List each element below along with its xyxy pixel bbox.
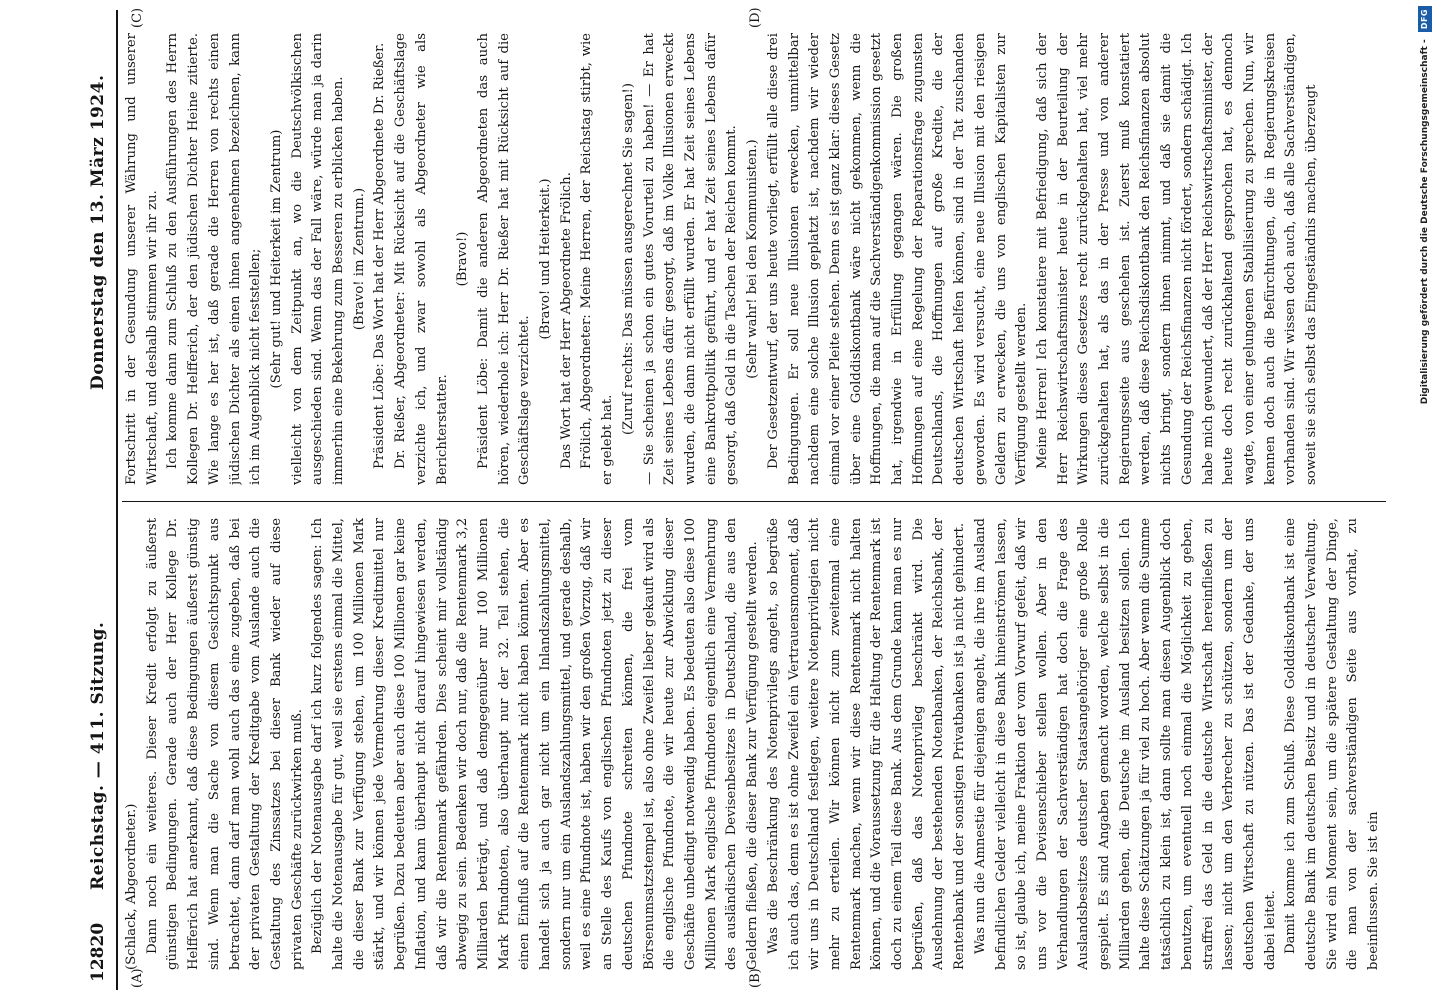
left-column [122,518,1384,970]
margin-marker-b: (B) [748,968,763,988]
interjection: (Sehr gut! und Heiterkeit im Zentrum) [268,129,284,389]
margin-marker-d: (D) [748,7,763,28]
paragraph: Dr. Rießer, Abgeordneter: Mit Rücksicht auf die Geschäftslage verzichte ich, und zwar sowohl als Abgeordneter wie als Berichterstatter. [393,33,450,485]
column-divider [122,501,1386,502]
paragraph: Ich komme dann zum Schluß zu den Ausführungen des Herrn Kollegen Dr. Helfferich, der den jüdischen Dichter Heine zitierte. Wie lange es her ist, daß gerade die Herren von rechts einen jüdischen Dichter als einen ihnen angenehmen bezeichnen, kann ich im Augenblick nicht feststellen; [165,33,264,485]
president-statement: Präsident Löbe: Das Wort hat der Herr Abgeordnete Dr. Rießer. [372,42,388,469]
interjection: (Bravo!) [455,231,471,287]
interjection: (Bravo! und Heiterkeit.) [538,178,554,340]
interjection: (Bravo! im Zentrum.) [351,187,367,331]
section-title: Reichstag. — 411. Sitzung. [88,621,108,890]
margin-marker-a: (A) [130,968,145,988]
speaker-note: (Schlack, Abgeordneter.) [124,803,139,970]
session-date: Donnerstag den 13. März 1924. [88,74,108,390]
paragraph: Damit komme ich zum Schluß. Diese Golddiskontbank ist eine deutsche Bank im deutschen Besitz und in deutscher Verwaltung. Sie wird ein Moment sein, um die spätere Gestaltung der Dinge, die man von der sachverständigen Seite aus vorhat, zu beeinflussen. Sie ist ein [1283,518,1382,970]
paragraph: Dann noch ein weiteres. Dieser Kredit erfolgt zu äußerst günstigen Bedingungen. Gerade auch der Herr Kollege Dr. Helfferich hat anerkannt, daß diese Bedingungen äußerst günstig sind. Wenn man die Sache von diesem Gesichtspunkt aus betrachtet, dann darf man wohl auch das eine zugeben, daß bei der privaten Gestaltung der Kreditgabe vom Auslande auch die Gestaltung des Zinssatzes bei dieser Bank wieder auf diese privaten Geschäfte zurückwirken muß. [144,518,305,970]
paragraph: Der Gesetzentwurf, der uns heute vorliegt, erfüllt alle diese drei Bedingungen. Er soll neue Illusionen erwecken, unmittelbar nachdem eine solche Illusion geplatzt ist, nachdem wir wieder einmal vor einer Pleite stehen. Denn es ist ganz klar: dieses Gesetz über eine Golddiskontbank wäre nicht gekommen, wenn die Hoffnungen, die man auf die Sachverständigenkommission gesetzt hat, irgendwie in Erfüllung gegangen wären. Die großen Hoffnungen auf eine Regelung der Reparationsfrage zugunsten Deutschlands, die Hoffnungen auf große Kredite, die der deutschen Wirtschaft helfen können, sind in der Tat zuschanden geworden. Es wird versucht, eine neue Illusion mit den riesigen Geldern zu erwecken, die uns von englischen Kapitalisten zur Verfügung gestellt werden. [765,33,1030,485]
dfg-logo: DFG [1418,6,1432,32]
paragraph: vielleicht von dem Zeitpunkt an, wo die Deutschvölkischen ausgeschieden sind. Wenn das der Fall wäre, würde man ja darin immerhin eine Bekehrung zum Besseren zu erblicken haben. [289,33,347,485]
margin-marker-c: (C) [130,7,145,28]
page-number: 12820 [88,922,108,982]
paragraph: Meine Herren! Ich konstatiere mit Befriedigung, daß sich der Herr Reichswirtschaftsminister heute in der Beurteilung der Wirkungen dieses Gesetzes recht zurückgehalten hat, viel mehr zurückgehalten hat, als das in der Presse und von anderer Regierungsseite aus geschehen ist. Zuerst muß konstatiert werden, daß diese Reichsdiskontbank den Reichsfinanzen absolut nichts bringt, sondern ihnen nimmt, und daß sie damit die Gesundung der Reichsfinanzen nicht fördert, sondern schädigt. Ich habe mich gewundert, daß der Herr Reichswirtschaftsminister, der heute doch recht zurückhaltend gesprochen hat, es dennoch wagte, von einer gelungenen Stabilisierung zu sprechen. Nun, wir kennen doch auch die Befürchtungen, die in Regierungskreisen vorhanden sind. Wir wissen doch auch, daß alle Sachverständigen, soweit sie sich selbst das Eingeständnis machen, überzeugt [1034,33,1320,485]
president-statement: Präsident Löbe: Damit die anderen Abgeordneten das auch hören, wiederhole ich: Herr Dr. Rießer hat mit Rücksicht auf die Geschäftslage verzichtet. [475,33,533,485]
paragraph: Was nun die Amnestie für diejenigen angeht, die ihre im Ausland befindlichen Gelder vielleicht in diese Bank hineinströmen lassen, so ist, glaube ich, meine Fraktion der vom Vorwurf gefeit, daß wir uns vor die Devisenschieber stellen wollen. Aber in den Verhandlungen der Sachverständigen hat doch die Frage des Auslandsbesitzes deutscher Staatsangehöriger eine große Rolle gespielt. Es sind Angaben gemacht worden, welche selbst in die Milliarden gehen, die Deutsche im Ausland besitzen sollen. Ich halte diese Schätzungen ja für viel zu hoch. Aber wenn die Summe tatsächlich zu klein ist, dann sollte man diesen Augenblick doch benutzen, um eventuell noch einmal die Möglichkeit zu geben, straffrei das Geld in die deutsche Wirtschaft hereinfließen zu lassen; nicht um den Verbrecher zu schützen, sondern um der deutschen Wirtschaft zu nützen. Das ist der Gedanke, der uns dabei leitet. [972,518,1278,970]
paragraph: Frölich, Abgeordneter: Meine Herren, der Reichstag stirbt, wie er gelebt hat. [579,33,616,485]
paragraph: Was die Beschränkung des Notenprivilegs angeht, so begrüße ich auch das, denn es ist ohne Zweifel ein Vertrauensmoment, daß wir uns in Deutschland festlegen, weitere Notenprivilegien nicht mehr zu erteilen. Wir können nicht zum zweitenmal eine Rentenmark machen, wenn wir diese Rentenmark nicht halten können, und die Voraussetzung für die Haltung der Rentenmark ist doch zu einem Teil diese Bank. Aus dem Grunde kann man es nur begrüßen, daß das Notenprivileg beschränkt wird. Die Ausdehnung der bestehenden Notenbanken, der Reichsbank, der Rentenbank und der sonstigen Privatbanken ist ja nicht gehindert. [765,518,968,970]
digitization-note [1418,6,1432,996]
paragraph: Fortschritt in der Gesundung unserer Währung und unserer Wirtschaft, und deshalb stimmen wir ihr zu. [124,33,160,485]
interjection: (Sehr wahr! bei den Kommunisten.) [745,139,761,379]
header-rule [116,10,118,990]
paragraph: — Sie scheinen ja schon ein gutes Vorurteil zu haben! — Er hat Zeit seines Lebens dafür gesorgt, daß im Volke Illusionen erweckt wurden, die dann nicht erfüllt wurden. Er hat Zeit seines Lebens eine Bankrottpolitik geführt, und er hat Zeit seines Lebens dafür gesorgt, daß Geld in die Taschen der Reichen kommt. [641,33,740,485]
interjection: (Zuruf rechts: Das müssen ausgerechnet Sie sagen!) [620,83,636,435]
rotated-page [22,7,1412,990]
paragraph: Das Wort hat der Herr Abgeordnete Frölich. [558,172,574,469]
paragraph: Bezüglich der Notenausgabe darf ich kurz folgendes sagen: Ich halte die Notenausgabe für gut, weil sie erstens einmal die Mittel, die dieser Bank zur Verfügung stehen, um 100 Millionen Mark stärkt, und wir können jede Vermehrung dieser Kreditmittel nur begrüßen. Dazu bedeuten aber auch diese 100 Millionen gar keine Inflation, und kann überhaupt nicht darauf hingewiesen werden, daß wir die Rentenmark gefährden. Dies scheint mir vollständig abwegig zu sein. Bedenken wir doch nur, daß die Rentenmark 3,2 Milliarden beträgt, und daß demgegenüber nur 100 Millionen Mark Pfundnoten, also überhaupt nur der 32. Teil stehen, die einen Einfluß auf die Rentenmark nicht haben könnten. Aber es handelt sich ja auch gar nicht um ein Inlandszahlungsmittel, sondern nur um ein Auslandszahlungsmittel, und gerade deshalb, weil es eine Pfundnote ist, haben wir den großen Vorzug, daß wir an Stelle des Kaufs von englischen Pfundnoten jetzt zu dieser deutschen Pfundnote schreiten können, die frei vom Börsenumsatzstempel ist, also ohne Zweifel lieber gekauft wird als die englische Pfundnote, die wir heute zur Abwicklung dieser Geschäfte unbedingt notwendig haben. Es bedeuten also diese 100 Millionen Mark englische Pfundnoten eigentlich eine Vermehrung des ausländischen Devisenbesitzes in Deutschland, die aus den Geldern fließen, die dieser Bank zur Verfügung gestellt werden. [310,518,761,970]
right-column [122,33,1384,485]
page-header [82,10,116,990]
digitization-text: Digitalisierung gefördert durch die Deutsche Forschungsgemeinschaft - [1420,39,1430,405]
